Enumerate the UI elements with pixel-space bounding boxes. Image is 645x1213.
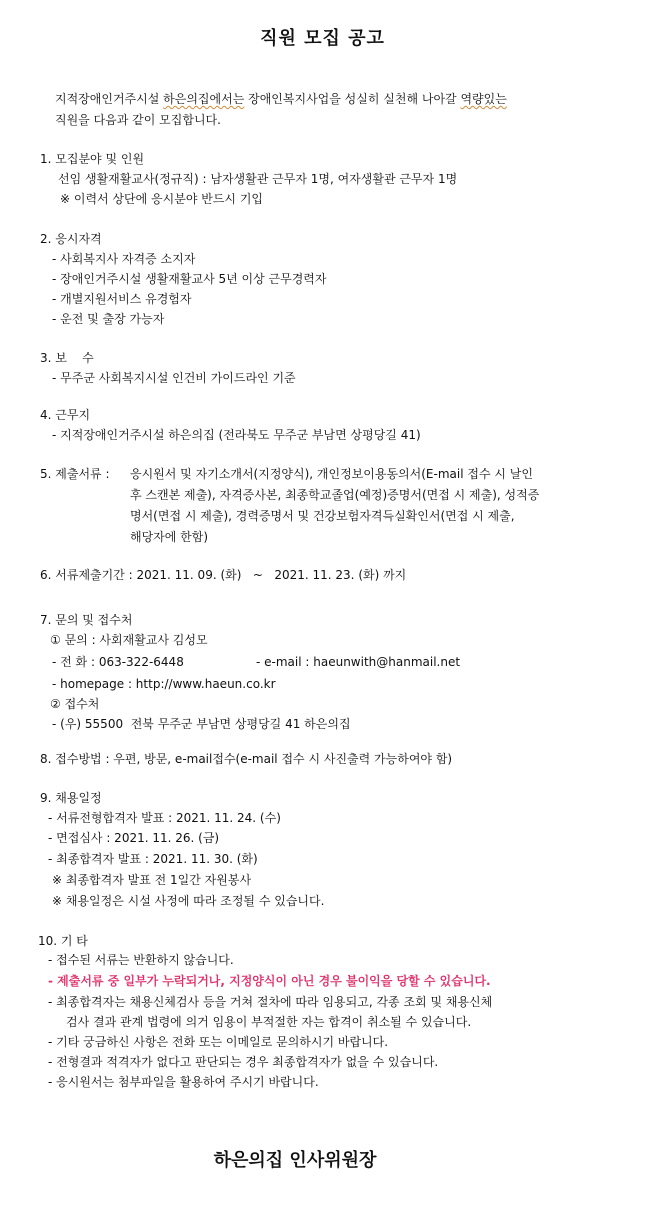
schedule-item: - 서류전형합격자 발표 : 2021. 11. 24. (수) [48, 811, 281, 825]
section-5-line: 명서(면접 시 제출), 경력증명서 및 건강보험자격득실확인서(면접 시 제출, [130, 509, 515, 523]
intro-org-name: 하은의집에서는 [163, 92, 245, 106]
schedule-note: ※ 채용일정은 시설 사정에 따라 조정될 수 있습니다. [52, 894, 325, 908]
section-4-heading: 4. 근무지 [40, 408, 91, 422]
misc-item: - 최종합격자는 채용신체검사 등을 거쳐 절차에 따라 임용되고, 각종 조회 및 채용신체 [48, 995, 493, 1009]
intro-line-2: 직원을 다음과 같이 모집합니다. [55, 113, 221, 127]
page-title: 직원 모집 공고 [260, 28, 385, 49]
contact-address: - (우) 55500 전북 무주군 부남면 상평당길 41 하은의집 [52, 717, 351, 731]
section-5-line: 해당자에 한함) [130, 530, 209, 544]
schedule-note: ※ 최종합격자 발표 전 1일간 자원봉사 [52, 873, 252, 887]
section-5-line: 응시원서 및 자기소개서(지정양식), 개인정보이용동의서(E-mail 접수 시 날인 [130, 467, 533, 481]
schedule-item: - 면접심사 : 2021. 11. 26. (금) [48, 831, 220, 845]
section-2-item: - 사회복지사 자격증 소지자 [52, 252, 196, 266]
section-10-heading: 10. 기 타 [38, 934, 88, 948]
section-7-heading: 7. 문의 및 접수처 [40, 613, 133, 627]
schedule-item: - 최종합격자 발표 : 2021. 11. 30. (화) [48, 852, 258, 866]
intro-text: 장애인복지사업을 성실히 실천해 나아갈 [244, 92, 461, 106]
section-2-heading: 2. 응시자격 [40, 232, 102, 246]
misc-item: - 응시원서는 첨부파일을 활용하여 주시기 바랍니다. [48, 1075, 319, 1089]
contact-homepage: - homepage : http://www.haeun.co.kr [52, 677, 276, 691]
section-5-heading: 5. 제출서류 : [40, 467, 110, 481]
section-3-line: - 무주군 사회복지시설 인건비 가이드라인 기준 [52, 371, 296, 385]
section-2-item: - 개별지원서비스 유경험자 [52, 292, 192, 306]
intro-text: 지적장애인거주시설 [55, 92, 164, 106]
contact-phone: - 전 화 : 063-322-6448 [52, 655, 184, 669]
section-2-item: - 운전 및 출장 가능자 [52, 312, 165, 326]
section-8-heading: 8. 접수방법 : 우편, 방문, e-mail접수(e-mail 접수 시 사진출력 가능하여야 함) [40, 752, 453, 766]
section-1-heading: 1. 모집분야 및 인원 [40, 152, 145, 166]
section-6-heading: 6. 서류제출기간 : 2021. 11. 09. (화) ~ 2021. 11. 23. (화) 까지 [40, 568, 407, 582]
signature-line: 하은의집 인사위원장 [213, 1150, 377, 1171]
misc-item-continued: 검사 결과 관계 법령에 의거 임용이 부적절한 자는 합격이 취소될 수 있습니다. [66, 1015, 472, 1029]
section-2-item: - 장애인거주시설 생활재활교사 5년 이상 근무경력자 [52, 272, 327, 286]
section-9-heading: 9. 채용일정 [40, 791, 102, 805]
section-1-note: ※ 이력서 상단에 응시분야 반드시 기입 [60, 192, 264, 206]
section-3-heading: 3. 보 수 [40, 351, 94, 365]
section-4-line: - 지적장애인거주시설 하은의집 (전라북도 무주군 부남면 상평당길 41) [52, 428, 421, 442]
intro-line-1 [55, 91, 507, 107]
contact-email: - e-mail : haeunwith@hanmail.net [256, 655, 461, 669]
misc-item: - 기타 궁금하신 사항은 전화 또는 이메일로 문의하시기 바랍니다. [48, 1035, 389, 1049]
contact-receipt: ② 접수처 [50, 697, 100, 711]
section-1-line: 선임 생활재활교사(정규직) : 남자생활관 근무자 1명, 여자생활관 근무자 1명 [58, 172, 458, 186]
intro-word: 역량있는 [460, 92, 507, 106]
misc-item: - 접수된 서류는 반환하지 않습니다. [48, 953, 234, 967]
section-5-line: 후 스캔본 제출), 자격증사본, 최종학교졸업(예정)증명서(면접 시 제출), 성적증 [130, 488, 540, 502]
contact-inquiry: ① 문의 : 사회재활교사 김성모 [50, 633, 208, 647]
misc-item-highlight: - 제출서류 중 일부가 누락되거나, 지정양식이 아닌 경우 불이익을 당할 수 있습니다. [48, 974, 491, 988]
misc-item: - 전형결과 적격자가 없다고 판단되는 경우 최종합격자가 없을 수 있습니다. [48, 1055, 439, 1069]
